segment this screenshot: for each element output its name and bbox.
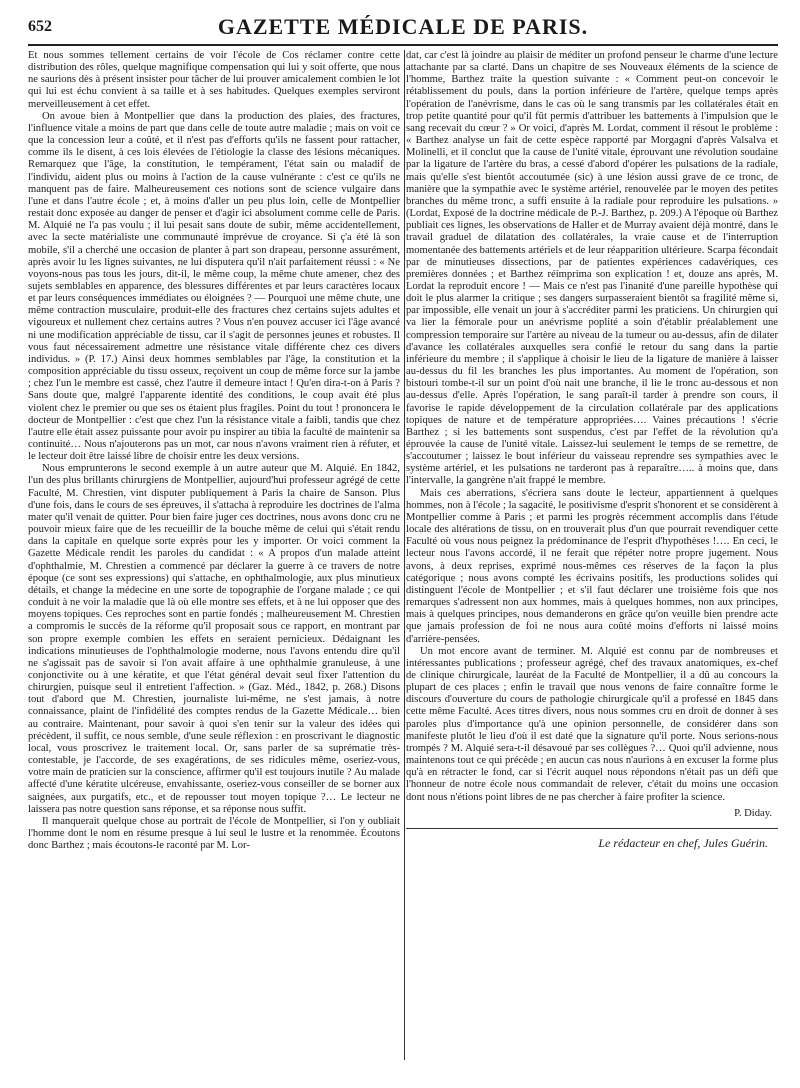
signature-rule [406,828,778,829]
paragraph: Il manquerait quelque chose au portrait de l'école de Montpellier, si l'on y oubliait l'homme dont le nom en résume presque à lui seul le lustre et la renommée. Écoutons donc Barthez ; mais écoutons-le raconté par M. Lor- [28,815,400,852]
paragraph: Mais ces aberrations, s'écriera sans doute le lecteur, appartiennent à quelques hommes, non à l'école ; la sagacité, le positivisme d'esprit s'honorent et se considèrent à Montpellier comme à Paris ; et parmi les progrès récemment accomplis dans l'étude locale des altérations de tissu, on en trouverait plus d'un que pourrait revendiquer cette Faculté où vous nous peignez la prédominance de l'esprit d'hypothèses !…. En ceci, le lecteur nous l'avons accordé, il ne ferait que répéter notre propre jugement. Nous avons, à deux reprises, exprimé nous-mêmes ces réserves de la façon la plus catégorique ; nous avons compté les écrivains positifs, les productions solides qui distinguent l'école de Montpellier ; et s'il faut déclarer une troisième fois que nos remarques s'adressent non aux hommes, mais à quelques hommes, non aux principes, mais à quelques principes, nous demanderons en grâce qu'on veuille bien prendre acte que jamais profession de foi ne nous aura coûté moins d'efforts ni laissé moins d'arrière-pensées. [406,487,778,645]
paragraph: On avoue bien à Montpellier que dans la production des plaies, des fractures, l'influence vitale a moins de part que dans celle de toute autre maladie ; mais on voit ce que la concession leur a coûté, et il n'est pas d'efforts qu'ils ne fassent pour rattacher, comme ils le disent, à ces lois élevées de l'étiologie la classe des lésions mécaniques. Remarquez que l'âge, la constitution, le tempérament, l'état sain ou maladif de l'individu, aident plus ou moins à l'action de la cause vulnérante : c'est ce qu'ils ne manquent pas de faire. Malheureusement ces notions sont de science vulgaire dans l'une et dans l'autre école ; et, à moins d'aller un peu plus loin, celle de Montpellier restait donc exposée au danger de penser et d'agir ici absolument comme celle de Paris. M. Alquié ne l'a pas voulu ; il lui pesait sans doute de subir, même accidentellement, avec la secte matérialiste une communauté imprévue de croyance. Si ç'a été là son mobile, s'il a cherché une occasion de planter à part son drapeau, personne assurément, après avoir lu les lignes suivantes, ne lui disputera qu'il n'ait parfaitement réussi : « Ne voyons-nous pas tous les jours, dit-il, le même coup, la même chute amener, chez des sujets semblables en apparence, des blessures différentes et par leurs caractères locaux et par leurs conséquences immédiates ou éloignées ? — Pourquoi une même chute, une même contraction musculaire, produit-elle des fractures chez certains sujets adultes et vigoureux et nullement chez certains autres ? Vous n'en pouvez accuser ici l'âge avancé ni une modification appréciable de tissu, car il s'agit de personnes jeunes et robustes. Il vous faut nécessairement admettre une résistance vitale différente chez ces divers individus. » (P. 17.) Ainsi deux hommes semblables par l'âge, la constitution et la composition appréciable du tissu osseux, reçoivent un coup de même force sur la jambe ; chez l'un le membre est cassé, chez l'autre il demeure intact ! Qu'en dira-t-on à Paris ? Sans doute que, malgré l'apparente identité des conditions, le coup avait été plus violent chez le premier ou que ses os étaient plus fragiles. Point du tout ! prononcera le docteur de Montpellier : c'est que chez l'un la résistance vitale a faibli, tandis que chez l'autre elle était assez puissante pour avoir pu inspirer au tibia la faculté de maintenir sa continuité… Nous n'ajouterons pas un mot, car nous n'avons vraiment rien à réfuter, et le lecteur doit être laissé libre de choisir entre les deux versions. [28,110,400,463]
column-divider [404,50,405,1060]
paragraph: Un mot encore avant de terminer. M. Alquié est connu par de nombreuses et intéressantes publications ; professeur agrégé, chef des travaux anatomiques, ex-chef de clinique chirurgicale, lauréat de la Faculté de Montpellier, il a dû au concours la plupart de ces places ; enfin le travail que nous venons de faire connaître forme le discours d'ouverture du cours de pathologie chirurgicale qu'il a professé en 1845 dans cette même Faculté. Aces titres divers, nous nous sommes cru en droit de donner à ses paroles plus d'importance qu'à une opinion personnelle, de considérer dans son manifeste plutôt le lieu d'où il est daté que la signature qu'il porte. Nous serions-nous trompés ? M. Alquié sera-t-il désavoué par ses collègues ?… Quoi qu'il advienne, nous maintenons tout ce qui précède ; en aucun cas nous n'aurions à en excuser la forme plus qu'à en rétracter le fond, car si l'écrit auquel nous répondons n'était pas un défi que l'honneur de notre école nous commandait de relever, c'était du moins une occasion dont nous n'étions point libres de ne pas chercher à faire profiter la science. [406,645,778,803]
paragraph: dat, car c'est là joindre au plaisir de méditer un profond penseur le charme d'une lecture attachante par sa clarté. Dans un chapitre de ses Nouveaux éléments de la science de l'homme, Barthez traite la question suivante : « Comment peut-on concevoir le rétablissement du pouls, dans la portion inférieure de l'artère, quelque temps après l'opération de l'anévrisme, dans le cas où le sang transmis par les collatérales était en trop petite quantité pour qu'il fût permis d'attribuer les battements à l'impulsion que le sang recevait du cœur ? » Or voici, d'après M. Lordat, comment il résout le problème : « Barthez analyse un fait de cette espèce rapporté par Morgagni d'après Valsalva et Molinelli, et il conclut que la cause de l'unité vitale, éprouvant une révolution soudaine par la ligature de l'artère du bras, a cessé d'abord d'opérer les pulsations de la radiale, mais qu'elle s'est bientôt accoutumée (sic) à une lésion aussi grave de ce tronc, de manière que la sympathie avec le système artériel, renouvelée par le moyen des petites branches du même tronc, a suffi ensuite à la radiale pour reproduire les pulsations. » (Lordat, Exposé de la doctrine médicale de P.-J. Barthez, p. 209.) A l'époque où Barthez publiait ces lignes, les observations de Haller et de Murray avaient déjà montré, dans le travail graduel de dilatation des collatérales, la vraie cause et de l'interruption momentanée des battements artériels et de leur réapparition ultérieure. Scarpa fécondait par de minutieuses dissections, par de patientes expériences cadavériques, ces premières données ; et Barthez réimprima son explication ! et, douze ans après, M. Lordat la reproduit encore ! — Mais ce n'est pas l'inanité d'une pareille hypothèse qui doit le plus alarmer la critique ; ses dangers surpasseraient bientôt sa fragilité même si, par impossible, elle venait un jour à s'accréditer parmi les praticiens. Un chirurgien qui va lier la fémorale pour un anévrisme poplité a soin d'établir préalablement une compression temporaire sur l'artère au niveau de la tumeur ou au-dessus, afin de dilater d'avance les collatérales auxquelles sera confié le retour du sang dans la partie inférieure du membre ; il s'applique à choisir le lieu de la ligature de manière à laisser au-dessus du fil les branches les plus importantes. Au moment de l'opération, son bistouri tombe-t-il sur un point d'où nait une branche, il lie le tronc au-dessous et non au-dessus d'elle. Après l'opération, le sang paraît-il tarder à prendre son cours, il favorise le rapide développement de la circulation collatérale par des applications topiques de nature et de température appropriées…. Vaines précautions ! s'écrie Barthez ; si les battements sont suspendus, c'est par l'effet de la révolution qu'a éprouvée la cause de l'unité vitale. Laissez-lui seulement le temps de se remettre, de s'accoutumer ; laissez le bout inférieur du vaisseau reprendre ses sympathies avec le système artériel, et les pulsations ne tarderont pas à reparaître….. à moins que, dans l'intervalle, la gangrène n'ait frappé le membre. [406,50,778,487]
page-number: 652 [28,18,52,35]
header-rule [28,44,778,46]
paragraph: Et nous sommes tellement certains de voir l'école de Cos réclamer contre cette distribution des rôles, quelque magnifique compensation qui lui y soit offerte, que nous ne saurions dès à présent insister pour tâcher de lui prouver amicalement combien le lot qui lui est échu convient à sa taille et à ses habitudes. Quelques exemples serviront merveilleusement à cet effet. [28,50,400,110]
editor-line: Le rédacteur en chef, Jules Guérin. [598,835,768,850]
left-column [28,50,400,1060]
article-body [28,50,778,1060]
journal-title: GAZETTE MÉDICALE DE PARIS. [217,14,589,39]
paragraph: Nous emprunterons le second exemple à un autre auteur que M. Alquié. En 1842, l'un des plus brillants chirurgiens de Montpellier, aujourd'hui professeur agrégé de cette Faculté, M. Chrestien, vint disputer publiquement à Paris la chaire de Sanson. Plus d'une fois, dans le cours de ses épreuves, il s'attacha à reproduire les doctrines de l'alma mater qu'il venait de quitter. Pour bien faire juger ces doctrines, nous avons donc cru ne pouvoir mieux faire que de les recueillir de la bouche même de celui qui s'était rendu dans la capitale en quelque sorte exprès pour les y importer. Or voici comment la Gazette Médicale rendit les paroles du candidat : « A propos d'un malade atteint d'ophthalmie, M. Chrestien a commencé par déclarer la guerre à ce travers de notre époque (ce sont ses expressions) qui s'attache, en ophthalmologie, aux plus minutieux détails, et change la médecine en une sorte de topographie de l'organe malade ; ce qui conduit à ne voir la maladie que là où elle montre ses effets, et à ne lui opposer que des moyens topiques. Ces reproches sont en partie fondés ; malheureusement M. Chrestien a compromis le succès de la réforme qu'il proposait sous ce rapport, en montrant par son propre exemple combien les effets en seraient pernicieux. Dédaignant les indications minutieuses de l'ophthalmologie moderne, nous l'avons entendu dire qu'il ne s'agissait pas de savoir si l'on avait affaire à une ophthalmie granuleuse, à une conjonctivite ou à une kératite, et que l'état général devait seul fixer l'attention du chirurgien, puisque seul il entretient l'affection. » (Gaz. Méd., 1842, p. 268.) Disons tout d'abord que M. Chrestien, journaliste lui-même, ne s'est jamais, à notre connaissance, plaint de l'infidélité des comptes rendus de la Gazette Médicale… bien au contraire. Maintenant, pour savoir à quoi s'en tenir sur la valeur des idées qui précèdent, il suffit, ce nous semble, d'une seule réflexion : en proscrivant le diagnostic local, vous proscrivez le traitement local. Or, sans parler de sa suprématie très-contestable, je l'accorde, de ses exagérations, de ses ridicules même, oseriez-vous, votre main de praticien sur la conscience, affirmer qu'il est toujours inutile ? Au malade affecté d'une kératite ulcéreuse, envahissante, oseriez-vous conseiller de se borner aux saignées, aux purgatifs, etc., et de repousser tout moyen topique ?… Le lecteur ne laissera pas notre question sans réponse, et sa réponse nous suffit. [28,463,400,815]
author-signature: P. Diday. [734,807,772,819]
right-column [406,50,778,1060]
page-header [28,14,778,40]
